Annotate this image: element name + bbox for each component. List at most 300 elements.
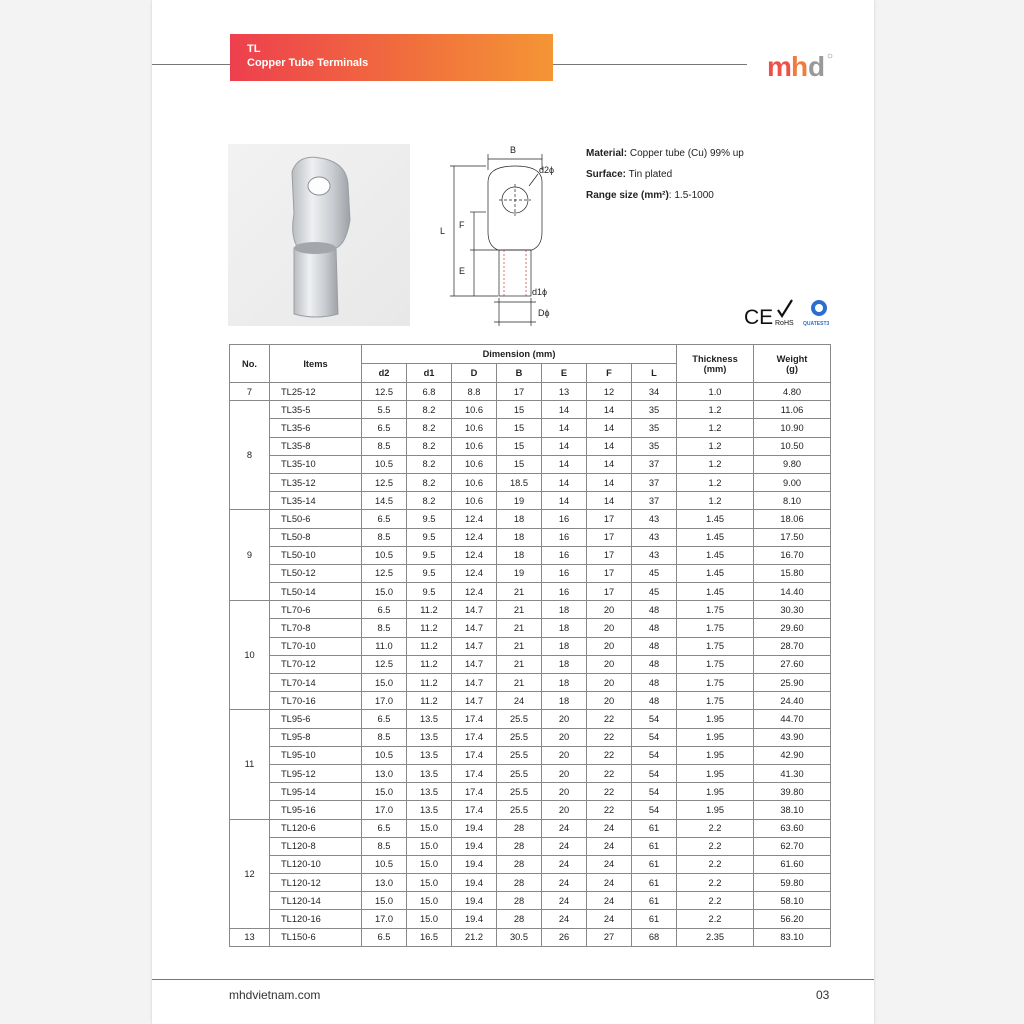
table-cell: 15.0: [407, 855, 452, 873]
table-cell: 24: [542, 837, 587, 855]
item-code: TL25-12: [270, 383, 362, 401]
certification-marks: [744, 298, 834, 333]
label-f: F: [459, 220, 465, 230]
table-cell: 6.5: [362, 819, 407, 837]
table-cell: 17: [587, 564, 632, 582]
table-cell: 17.4: [452, 710, 497, 728]
table-cell: 17.0: [362, 692, 407, 710]
table-cell: 17: [587, 546, 632, 564]
table-cell: 15.0: [407, 874, 452, 892]
table-cell: 13: [542, 383, 587, 401]
table-cell: 10.6: [452, 455, 497, 473]
item-code: TL35-14: [270, 492, 362, 510]
table-cell: 20: [587, 692, 632, 710]
item-code: TL50-8: [270, 528, 362, 546]
table-cell: 28: [497, 855, 542, 873]
table-row: [230, 492, 831, 510]
table-cell: 15: [497, 455, 542, 473]
table-cell: 25.90: [754, 674, 831, 692]
table-cell: 18: [542, 655, 587, 673]
table-cell: 28: [497, 837, 542, 855]
table-cell: 27: [587, 928, 632, 946]
item-code: TL95-10: [270, 746, 362, 764]
table-cell: 8.2: [407, 455, 452, 473]
table-cell: 59.80: [754, 874, 831, 892]
table-row: [230, 419, 831, 437]
table-cell: 11.0: [362, 637, 407, 655]
table-cell: 20: [587, 601, 632, 619]
group-number: 12: [230, 819, 270, 928]
table-cell: 16: [542, 528, 587, 546]
table-cell: 30.5: [497, 928, 542, 946]
table-cell: 19.4: [452, 855, 497, 873]
table-cell: 43: [632, 528, 677, 546]
table-cell: 1.75: [677, 655, 754, 673]
table-cell: 1.45: [677, 528, 754, 546]
table-cell: 9.00: [754, 473, 831, 491]
table-cell: 18: [497, 546, 542, 564]
table-cell: 1.2: [677, 492, 754, 510]
table-cell: 35: [632, 437, 677, 455]
col-header-dim: d2: [362, 364, 407, 383]
table-cell: 11.06: [754, 401, 831, 419]
table-cell: 14: [587, 437, 632, 455]
table-cell: 14.5: [362, 492, 407, 510]
table-cell: 10.6: [452, 401, 497, 419]
table-cell: 38.10: [754, 801, 831, 819]
item-code: TL35-5: [270, 401, 362, 419]
table-cell: 8.2: [407, 401, 452, 419]
table-cell: 1.2: [677, 455, 754, 473]
table-cell: 14.7: [452, 692, 497, 710]
table-cell: 22: [587, 764, 632, 782]
col-header-thickness: Thickness (mm): [677, 345, 754, 383]
table-row: [230, 819, 831, 837]
table-cell: 16: [542, 564, 587, 582]
table-cell: 9.5: [407, 510, 452, 528]
header-rule-right: [553, 64, 747, 65]
table-cell: 15.0: [407, 819, 452, 837]
table-cell: 17.4: [452, 764, 497, 782]
col-header-weight: Weight (g): [754, 345, 831, 383]
table-cell: 22: [587, 728, 632, 746]
table-cell: 20: [542, 710, 587, 728]
table-cell: 18: [542, 692, 587, 710]
table-cell: 14: [587, 419, 632, 437]
ce-mark: CE: [744, 306, 774, 328]
table-cell: 14.7: [452, 637, 497, 655]
item-code: TL120-8: [270, 837, 362, 855]
table-cell: 18: [542, 674, 587, 692]
table-cell: 1.2: [677, 473, 754, 491]
table-cell: 48: [632, 674, 677, 692]
item-code: TL70-14: [270, 674, 362, 692]
label-d1: d1ϕ: [532, 287, 548, 297]
item-code: TL95-14: [270, 783, 362, 801]
table-row: [230, 910, 831, 928]
logo-h: h: [791, 52, 809, 82]
table-cell: 1.45: [677, 546, 754, 564]
table-cell: 8.2: [407, 473, 452, 491]
table-cell: 8.5: [362, 728, 407, 746]
table-cell: 20: [542, 783, 587, 801]
table-cell: 24: [497, 692, 542, 710]
table-cell: 48: [632, 655, 677, 673]
table-cell: 37: [632, 473, 677, 491]
table-cell: 6.8: [407, 383, 452, 401]
table-cell: 22: [587, 801, 632, 819]
table-cell: 2.35: [677, 928, 754, 946]
table-cell: 24: [587, 819, 632, 837]
table-cell: 10.6: [452, 492, 497, 510]
table-cell: 25.5: [497, 801, 542, 819]
rohs-mark: RoHS: [775, 320, 794, 327]
table-cell: 18: [497, 510, 542, 528]
col-header-dim: D: [452, 364, 497, 383]
col-header-dim: d1: [407, 364, 452, 383]
table-cell: 12.4: [452, 546, 497, 564]
label-d: Dϕ: [538, 308, 550, 318]
table-cell: 8.2: [407, 437, 452, 455]
table-cell: 1.2: [677, 419, 754, 437]
table-cell: 1.0: [677, 383, 754, 401]
table-cell: 12.5: [362, 473, 407, 491]
label-l: L: [440, 226, 446, 236]
table-cell: 14.7: [452, 619, 497, 637]
table-cell: 1.95: [677, 710, 754, 728]
table-row: [230, 601, 831, 619]
table-cell: 24: [587, 855, 632, 873]
table-cell: 35: [632, 419, 677, 437]
table-cell: 17.4: [452, 801, 497, 819]
spec-material: Material: Copper tube (Cu) 99% up: [586, 148, 744, 159]
table-cell: 54: [632, 783, 677, 801]
label-e: E: [459, 266, 466, 276]
table-cell: 41.30: [754, 764, 831, 782]
table-cell: 61: [632, 874, 677, 892]
table-row: [230, 583, 831, 601]
table-cell: 24: [542, 910, 587, 928]
table-cell: 58.10: [754, 892, 831, 910]
table-cell: 28: [497, 819, 542, 837]
table-cell: 18.06: [754, 510, 831, 528]
table-cell: 17.0: [362, 910, 407, 928]
table-cell: 1.75: [677, 637, 754, 655]
table-cell: 9.5: [407, 546, 452, 564]
table-row: [230, 874, 831, 892]
table-cell: 10.90: [754, 419, 831, 437]
table-row: [230, 746, 831, 764]
table-row: [230, 837, 831, 855]
table-cell: 10.50: [754, 437, 831, 455]
logo-d: d: [808, 52, 826, 82]
table-cell: 6.5: [362, 510, 407, 528]
col-header-dim: L: [632, 364, 677, 383]
spec-list: [586, 143, 744, 206]
item-code: TL70-12: [270, 655, 362, 673]
product-code: TL: [247, 43, 261, 55]
item-code: TL35-10: [270, 455, 362, 473]
table-cell: 15.0: [407, 837, 452, 855]
table-cell: 18: [497, 528, 542, 546]
table-cell: 48: [632, 692, 677, 710]
table-cell: 25.5: [497, 728, 542, 746]
label-b: B: [510, 145, 517, 155]
table-cell: 42.90: [754, 746, 831, 764]
table-cell: 54: [632, 746, 677, 764]
table-cell: 24: [542, 874, 587, 892]
table-cell: 24: [542, 892, 587, 910]
table-cell: 14: [587, 401, 632, 419]
table-cell: 14: [542, 401, 587, 419]
table-cell: 17: [497, 383, 542, 401]
table-cell: 6.5: [362, 419, 407, 437]
table-cell: 54: [632, 728, 677, 746]
table-row: [230, 473, 831, 491]
table-cell: 43: [632, 546, 677, 564]
table-cell: 1.95: [677, 728, 754, 746]
table-cell: 10.6: [452, 419, 497, 437]
table-cell: 43: [632, 510, 677, 528]
table-cell: 1.75: [677, 619, 754, 637]
table-cell: 8.10: [754, 492, 831, 510]
col-header-dim: F: [587, 364, 632, 383]
table-cell: 19.4: [452, 819, 497, 837]
table-cell: 8.5: [362, 437, 407, 455]
footer-website: mhdvietnam.com: [229, 988, 321, 1002]
table-cell: 24: [587, 837, 632, 855]
table-cell: 1.95: [677, 764, 754, 782]
item-code: TL35-6: [270, 419, 362, 437]
table-cell: 6.5: [362, 710, 407, 728]
table-cell: 1.2: [677, 437, 754, 455]
table-cell: 17: [587, 583, 632, 601]
table-cell: 8.5: [362, 619, 407, 637]
table-cell: 24.40: [754, 692, 831, 710]
item-code: TL95-16: [270, 801, 362, 819]
table-cell: 13.5: [407, 801, 452, 819]
table-cell: 17.4: [452, 746, 497, 764]
table-cell: 11.2: [407, 619, 452, 637]
table-cell: 15.80: [754, 564, 831, 582]
item-code: TL50-14: [270, 583, 362, 601]
table-cell: 15.0: [407, 910, 452, 928]
item-code: TL70-8: [270, 619, 362, 637]
table-cell: 17.4: [452, 783, 497, 801]
table-cell: 25.5: [497, 710, 542, 728]
table-cell: 22: [587, 783, 632, 801]
table-cell: 2.2: [677, 910, 754, 928]
table-cell: 6.5: [362, 928, 407, 946]
table-cell: 22: [587, 710, 632, 728]
table-cell: 8.2: [407, 419, 452, 437]
table-cell: 10.6: [452, 437, 497, 455]
table-cell: 2.2: [677, 892, 754, 910]
table-row: [230, 692, 831, 710]
table-cell: 14: [542, 473, 587, 491]
technical-drawing: [440, 140, 570, 335]
col-header-items: Items: [270, 345, 362, 383]
table-cell: 12.5: [362, 383, 407, 401]
table-cell: 13.5: [407, 783, 452, 801]
table-row: [230, 728, 831, 746]
table-cell: 10.6: [452, 473, 497, 491]
table-cell: 13.0: [362, 874, 407, 892]
label-d2: d2ϕ: [539, 165, 555, 175]
col-header-dim: E: [542, 364, 587, 383]
table-row: [230, 401, 831, 419]
table-cell: 21: [497, 619, 542, 637]
group-number: 10: [230, 601, 270, 710]
table-cell: 15.0: [362, 583, 407, 601]
table-cell: 25.5: [497, 764, 542, 782]
table-cell: 6.5: [362, 601, 407, 619]
table-cell: 20: [542, 764, 587, 782]
table-row: [230, 674, 831, 692]
table-cell: 61: [632, 892, 677, 910]
table-cell: 35: [632, 401, 677, 419]
table-cell: 28: [497, 910, 542, 928]
table-cell: 16: [542, 583, 587, 601]
group-number: 7: [230, 383, 270, 401]
table-cell: 11.2: [407, 655, 452, 673]
table-cell: 20: [542, 801, 587, 819]
table-cell: 1.95: [677, 801, 754, 819]
table-cell: 20: [542, 746, 587, 764]
table-cell: 1.2: [677, 401, 754, 419]
table-cell: 17.50: [754, 528, 831, 546]
table-cell: 45: [632, 583, 677, 601]
table-cell: 14.40: [754, 583, 831, 601]
table-cell: 1.95: [677, 783, 754, 801]
item-code: TL70-10: [270, 637, 362, 655]
table-row: [230, 383, 831, 401]
table-cell: 9.5: [407, 528, 452, 546]
table-cell: 9.80: [754, 455, 831, 473]
table-cell: 24: [587, 910, 632, 928]
table-cell: 54: [632, 801, 677, 819]
table-cell: 14.7: [452, 601, 497, 619]
footer-rule: [152, 979, 874, 980]
table-cell: 10.5: [362, 746, 407, 764]
table-cell: 17: [587, 528, 632, 546]
table-cell: 28: [497, 874, 542, 892]
quatest-mark: QUATEST3: [803, 321, 830, 327]
product-title: Copper Tube Terminals: [247, 57, 369, 69]
table-cell: 62.70: [754, 837, 831, 855]
table-cell: 5.5: [362, 401, 407, 419]
table-cell: 14: [542, 419, 587, 437]
table-cell: 14: [587, 473, 632, 491]
table-cell: 19: [497, 492, 542, 510]
table-cell: 39.80: [754, 783, 831, 801]
table-cell: 48: [632, 601, 677, 619]
table-cell: 24: [587, 874, 632, 892]
table-cell: 25.5: [497, 783, 542, 801]
table-row: [230, 637, 831, 655]
table-cell: 21: [497, 655, 542, 673]
table-cell: 14: [587, 455, 632, 473]
table-cell: 34: [632, 383, 677, 401]
table-cell: 16: [542, 510, 587, 528]
table-row: [230, 801, 831, 819]
item-code: TL95-6: [270, 710, 362, 728]
item-code: TL120-12: [270, 874, 362, 892]
table-cell: 13.0: [362, 764, 407, 782]
table-cell: 15.0: [362, 783, 407, 801]
table-cell: 2.2: [677, 874, 754, 892]
table-cell: 28.70: [754, 637, 831, 655]
table-row: [230, 855, 831, 873]
table-cell: 8.5: [362, 528, 407, 546]
table-cell: 9.5: [407, 564, 452, 582]
table-cell: 17.0: [362, 801, 407, 819]
table-cell: 11.2: [407, 601, 452, 619]
table-cell: 68: [632, 928, 677, 946]
table-cell: 19.4: [452, 874, 497, 892]
item-code: TL95-12: [270, 764, 362, 782]
table-cell: 20: [587, 619, 632, 637]
table-row: [230, 528, 831, 546]
table-cell: 44.70: [754, 710, 831, 728]
table-cell: 8.8: [452, 383, 497, 401]
table-row: [230, 619, 831, 637]
table-cell: 1.45: [677, 510, 754, 528]
group-number: 11: [230, 710, 270, 819]
table-cell: 1.95: [677, 746, 754, 764]
table-cell: 20: [587, 674, 632, 692]
table-cell: 10.5: [362, 855, 407, 873]
table-cell: 21: [497, 601, 542, 619]
table-cell: 61: [632, 855, 677, 873]
table-cell: 37: [632, 455, 677, 473]
table-cell: 17: [587, 510, 632, 528]
table-cell: 18: [542, 601, 587, 619]
item-code: TL50-6: [270, 510, 362, 528]
table-cell: 14: [542, 492, 587, 510]
item-code: TL95-8: [270, 728, 362, 746]
table-cell: 21: [497, 637, 542, 655]
table-row: [230, 564, 831, 582]
table-cell: 21.2: [452, 928, 497, 946]
table-cell: 20: [587, 655, 632, 673]
table-cell: 12.4: [452, 564, 497, 582]
table-cell: 12.5: [362, 655, 407, 673]
table-cell: 10.5: [362, 455, 407, 473]
table-cell: 37: [632, 492, 677, 510]
table-row: [230, 783, 831, 801]
table-row: [230, 510, 831, 528]
col-header-dim: B: [497, 364, 542, 383]
table-cell: 24: [542, 819, 587, 837]
spec-surface: Surface: Tin plated: [586, 169, 673, 180]
table-cell: 26: [542, 928, 587, 946]
table-cell: 1.75: [677, 692, 754, 710]
table-row: [230, 455, 831, 473]
table-cell: 16.70: [754, 546, 831, 564]
item-code: TL120-10: [270, 855, 362, 873]
table-cell: 2.2: [677, 855, 754, 873]
table-cell: 43.90: [754, 728, 831, 746]
table-cell: 13.5: [407, 764, 452, 782]
table-cell: 25.5: [497, 746, 542, 764]
group-number: 9: [230, 510, 270, 601]
table-cell: 48: [632, 619, 677, 637]
table-cell: 13.5: [407, 710, 452, 728]
table-cell: 14: [542, 455, 587, 473]
table-row: [230, 892, 831, 910]
logo-m: m: [767, 52, 792, 82]
